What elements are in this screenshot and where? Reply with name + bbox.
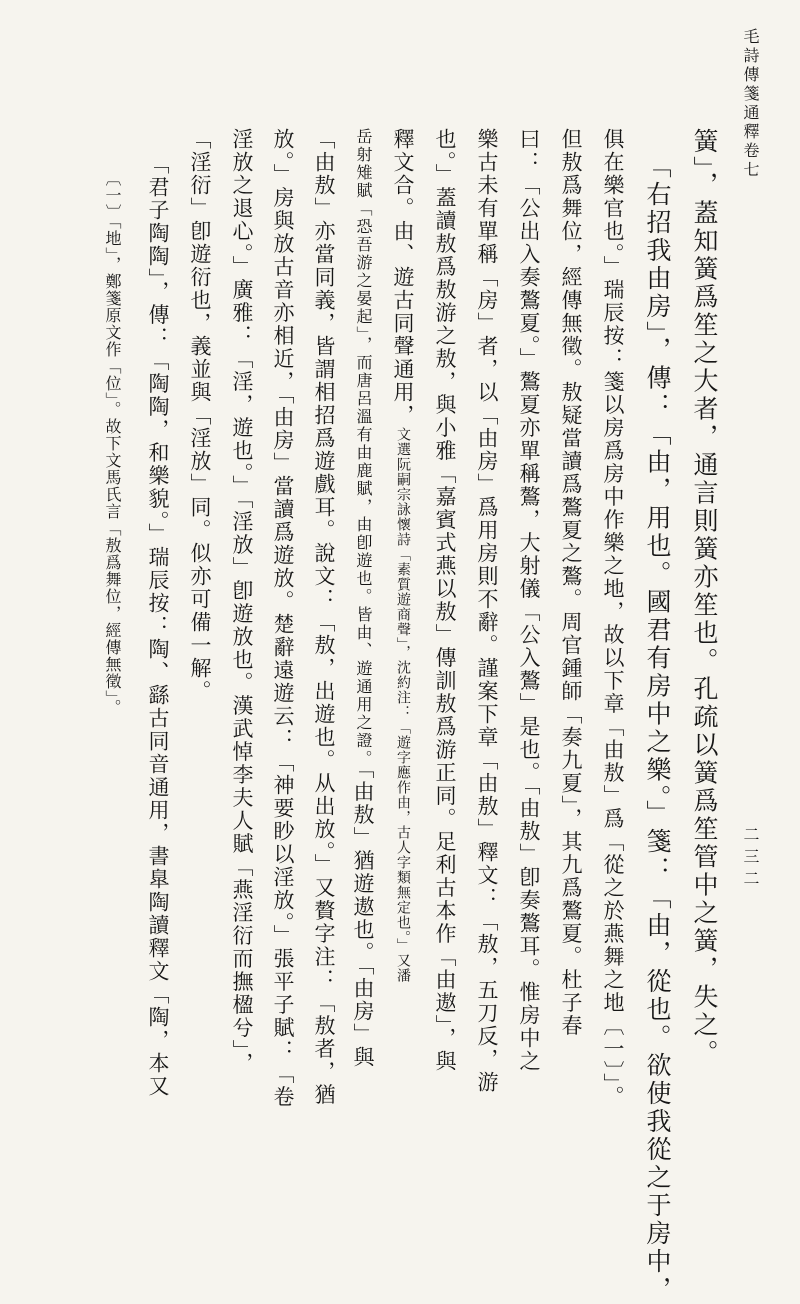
column-text: 「君子陶陶」，傳：「陶陶，和樂貌。」瑞辰按：陶、繇古同音通用，書臯陶讀釋文「陶，本又	[146, 153, 170, 1098]
text-column	[692, 128, 717, 1118]
text-column	[392, 128, 413, 1118]
text-column	[147, 128, 168, 1143]
text-column	[518, 128, 539, 1118]
column-text: 「淫衍」卽遊衍也，義並與「淫放」同。似亦可備一解。	[188, 128, 212, 703]
column-text: 但敖爲舞位，經傳無徵。敖疑當讀爲鷔夏之鷔。周官鍾師「奏九夏」，其九爲鷔夏。杜子春	[559, 128, 583, 1038]
column-text: 釋文合。由、遊古同聲通用，	[391, 128, 415, 427]
text-column	[189, 128, 210, 1118]
text-column	[560, 128, 581, 1118]
column-text-tail: 「由敖」猶遊遨也。「由房」與	[351, 768, 375, 1069]
footnote-column	[104, 128, 120, 1160]
inline-annotation: 文選阮嗣宗詠懷詩「素質遊商聲」，沈約注：「遊字應作由，古人字類無定也。」又潘	[395, 427, 411, 983]
column-text: 樂古未有單稱「房」者，以「由房」爲用房則不辭。謹案下章「由敖」釋文：「敖，五刀反，游	[475, 128, 499, 1094]
column-text: 俱在樂官也。」瑞辰按：箋以房爲房中作樂之地，故以下章「由敖」爲「從之於燕舞之地〔一〕」。	[601, 128, 625, 1109]
text-column	[231, 128, 252, 1118]
column-text: 簧」，蓋知簧爲笙之大者，通言則簧亦笙也。孔疏以簧爲笙管中之簧，失之。	[690, 128, 719, 1068]
column-text: 曰：「公出入奏鷔夏。」鷔夏亦單稱鷔，大射儀「公入鷔」是也。「由敖」卽奏鷔耳。惟房中之	[517, 128, 541, 1073]
column-text: 岳射雉賦「恐吾游之晏起」，而唐呂溫有由鹿賦，由卽遊也。皆由、遊通用之證。	[354, 128, 373, 768]
column-text: 〔一〕「地」，鄭箋原文作「位」。故下文馬氏言「敖爲舞位，經傳無徵」。	[103, 170, 122, 716]
column-text: 「由敖」亦當同義，皆謂相招爲遊戲耳。說文：「敖，出遊也。从出放。」又贅字注：「敖者，猶	[312, 128, 336, 1107]
column-text: 淫放之退心。」廣雅：「淫，遊也。」「淫放」卽遊放也。漢武悼李夫人賦「燕淫衍而撫楹兮」，	[230, 128, 254, 1075]
page-number: 二三二	[741, 826, 760, 892]
column-text: 也。」蓋讀敖爲敖游之敖，與小雅「嘉賓式燕以敖」傳訓敖爲游正同。足利古本作「由遨」，與	[433, 128, 457, 1073]
text-column	[434, 128, 455, 1118]
text-column	[352, 128, 373, 1118]
text-column	[272, 128, 293, 1118]
text-column	[602, 128, 623, 1118]
text-column	[313, 128, 334, 1118]
text-column	[643, 128, 672, 1304]
running-head: 毛詩傳箋通釋卷七	[741, 28, 760, 180]
column-text: 放。」房與放古音亦相近，「由房」當讀爲遊放。楚辭遠遊云：「神要眇以淫放。」張平子賦：「卷	[271, 128, 295, 1109]
column-text: 「右招我由房」，傳：「由，用也。國君有房中之樂。」箋：「由，從也。欲使我從之于房中，	[643, 153, 672, 1304]
text-column	[476, 128, 497, 1118]
